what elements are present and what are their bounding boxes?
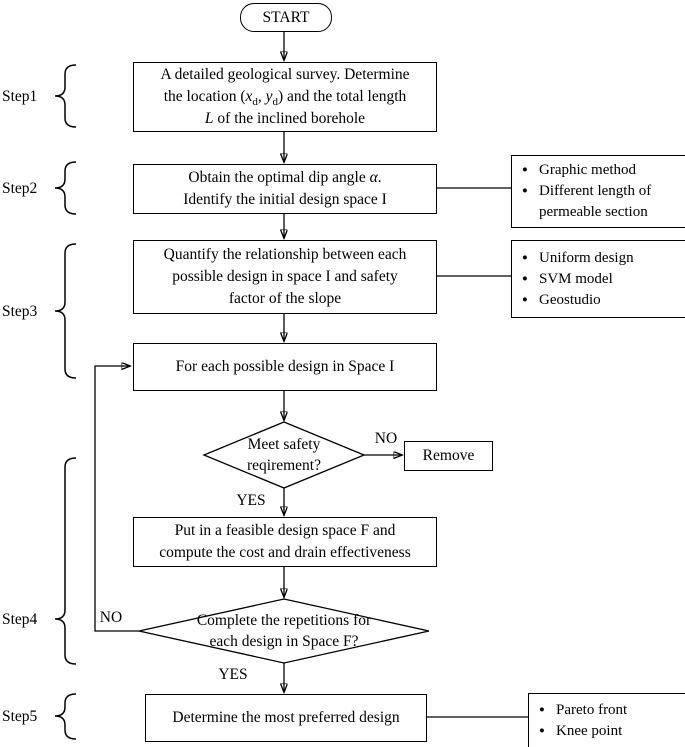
bullet-icon: ● — [522, 273, 528, 284]
bullet-icon: ● — [522, 252, 528, 263]
no-safety-label: NO — [374, 430, 398, 447]
bullet-icon: ● — [522, 165, 528, 175]
list-item: ● Different length of permeable section — [522, 183, 652, 220]
list-item: ● Uniform design — [520, 248, 685, 269]
bullet-icon: ● — [522, 294, 528, 305]
list-item: ● Graphic method — [520, 160, 685, 181]
list-item: ● Geostudio — [520, 290, 685, 311]
bullet-icon: ● — [539, 725, 545, 736]
step1-brace — [55, 65, 76, 127]
yes-safety-label: YES — [236, 492, 266, 509]
repetitions-decision-text: Complete the repetitions for each design in Space F? — [196, 612, 372, 650]
dip-line-2: Identify the initial design space I — [183, 191, 387, 208]
arrow-repetitions-no-loop — [95, 366, 139, 631]
remove-box: Remove — [404, 441, 493, 471]
list-item: ● Knee point — [537, 721, 685, 742]
start-label: START — [262, 8, 310, 26]
step5-label: Step5 — [2, 708, 38, 725]
step5-brace — [55, 694, 76, 739]
safety-decision-text: Meet safety reqirement? — [246, 436, 321, 474]
step4-brace — [55, 458, 76, 664]
list-item: ● SVM model — [520, 269, 685, 290]
step2-label: Step2 — [2, 180, 38, 197]
quantify-line-3: factor of the slope — [228, 290, 342, 307]
survey-line-1: A detailed geological survey. Determine — [160, 66, 410, 83]
survey-line-3: L of the inclined borehole — [204, 110, 366, 127]
dip-angle-box — [133, 164, 437, 214]
side-box-step5 — [528, 693, 685, 747]
step3-label: Step3 — [2, 303, 38, 320]
survey-box — [133, 62, 437, 132]
step3-brace — [55, 244, 76, 378]
bullet-icon: ● — [522, 186, 528, 196]
step2-brace — [55, 162, 76, 214]
list-item: ● Pareto front — [537, 700, 685, 721]
survey-line-2: the location ($x_d$, $y_d$) and the total length — [163, 88, 407, 109]
quantify-box — [133, 240, 437, 314]
feasible-box: Put in a feasible design space F and compute the cost and drain effectiveness — [133, 517, 437, 567]
dip-line-1: Obtain the optimal dip angle α. — [188, 169, 382, 186]
yes-repeat-label: YES — [218, 666, 248, 683]
quantify-line-2: possible design in space I and safety — [172, 268, 398, 285]
determine-box: Determine the most preferred design — [145, 694, 427, 742]
bullet-icon: ● — [539, 704, 545, 715]
side-box-step3 — [511, 240, 685, 318]
step4-label: Step4 — [2, 611, 38, 628]
foreach-box: For each possible design in Space I — [133, 343, 437, 391]
step1-label: Step1 — [2, 88, 38, 105]
side-box-step2 — [511, 155, 685, 228]
quantify-line-1: Quantify the relationship between each — [163, 246, 407, 263]
start-terminal — [240, 3, 332, 32]
no-repeat-label: NO — [99, 609, 123, 626]
